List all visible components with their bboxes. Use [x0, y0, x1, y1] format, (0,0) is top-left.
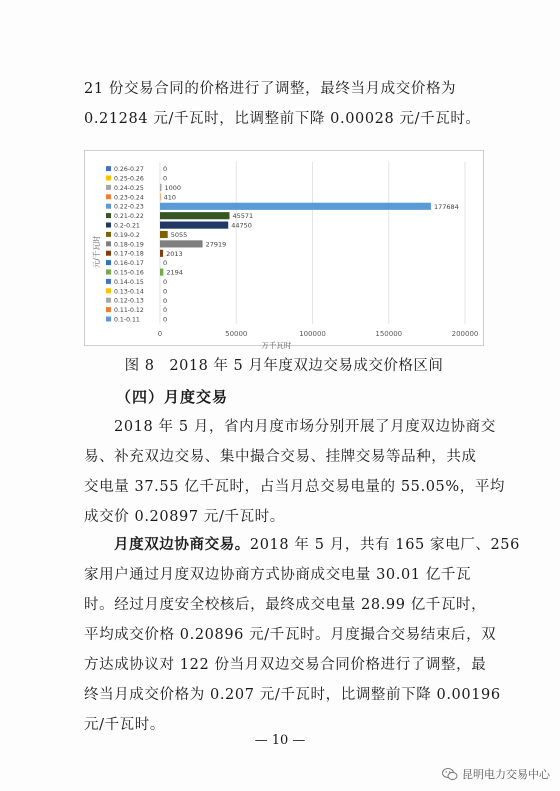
- intro-paragraph: [84, 74, 484, 134]
- text-line: 交电量 37.55 亿千瓦时，占当月总交易电量的 55.05%，平均: [84, 479, 506, 495]
- legend-label: 0.1-0.11: [114, 316, 140, 324]
- price-range-chart: [84, 150, 484, 350]
- text-line: 元/千瓦时。: [84, 717, 165, 733]
- text-line: 21 份交易合同的价格进行了调整，最终当月成交价格为: [84, 81, 457, 97]
- x-axis-title: 万千瓦时: [261, 340, 292, 350]
- text-line: [84, 530, 520, 560]
- legend-label: 0.21-0.22: [114, 213, 144, 221]
- page-number: — 10 —: [254, 733, 306, 748]
- x-tick-label: 150000: [375, 329, 403, 338]
- legend-label: 0.18-0.19: [114, 241, 144, 249]
- legend-swatch: [106, 307, 111, 312]
- text-line: 平均成交价格 0.20896 元/千瓦时。月度撮合交易结束后，双: [84, 627, 497, 643]
- figure-caption: 图 8 2018 年 5 月年度双边交易成交价格区间: [124, 358, 444, 374]
- legend-swatch: [106, 176, 111, 181]
- legend-swatch: [106, 232, 111, 237]
- legend-label: 0.16-0.17: [114, 260, 144, 268]
- data-label: 0: [163, 174, 168, 183]
- data-label: 44750: [231, 221, 252, 230]
- data-label: 0: [163, 287, 168, 296]
- watermark: [442, 766, 550, 782]
- legend-swatch: [106, 223, 111, 228]
- data-label: 0: [163, 296, 168, 305]
- bar: [160, 203, 431, 210]
- legend-label: 0.14-0.15: [114, 278, 144, 286]
- legend-label: 0.24-0.25: [114, 184, 144, 192]
- legend-swatch: [106, 241, 111, 246]
- bar: [160, 184, 162, 191]
- text-line: 2018 年 5 月，省内月度市场分别开展了月度双边协商交: [114, 419, 496, 435]
- legend-label: 0.25-0.26: [114, 175, 144, 183]
- legend-label: 0.11-0.12: [114, 307, 144, 315]
- text-line: 家用户通过月度双边协商方式协商成交电量 30.01 亿千瓦: [84, 567, 472, 583]
- legend-swatch: [106, 251, 111, 256]
- text-line: 终当月成交价格为 0.207 元/千瓦时，比调整前下降 0.00196: [84, 687, 501, 703]
- data-label: 177684: [433, 202, 459, 211]
- data-label: 0: [163, 259, 168, 268]
- text-run: 2018 年 5 月，共有 165 家电厂、256: [249, 537, 520, 553]
- y-axis-title: 元/千瓦时: [92, 235, 101, 269]
- data-label: 0: [163, 278, 168, 286]
- legend-label: 0.23-0.24: [114, 194, 144, 202]
- bar-chart-svg: [85, 151, 483, 350]
- legend-swatch: [106, 288, 111, 293]
- watermark-text: 昆明电力交易中心: [462, 768, 550, 781]
- data-label: 27919: [205, 240, 227, 249]
- text-line: 成交价 0.20897 元/千瓦时。: [84, 509, 285, 525]
- data-label: 2194: [166, 268, 183, 277]
- legend-label: 0.26-0.27: [114, 166, 144, 174]
- bilateral-trading-paragraph: [84, 530, 520, 740]
- legend-label: 0.19-0.2: [114, 231, 140, 239]
- bar: [160, 222, 228, 229]
- legend-swatch: [106, 279, 111, 284]
- data-label: 0: [163, 315, 168, 324]
- x-tick-label: 200000: [451, 329, 479, 338]
- data-label: 410: [163, 193, 177, 202]
- legend-label: 0.17-0.18: [114, 250, 144, 258]
- bar: [160, 193, 161, 200]
- legend-label: 0.13-0.14: [114, 288, 144, 296]
- legend-swatch: [106, 260, 111, 265]
- data-label: 0: [163, 306, 168, 315]
- x-tick-label: 50000: [225, 329, 248, 338]
- legend-swatch: [106, 166, 111, 171]
- text-line: 时。经过月度安全校核后，最终成交电量 28.99 亿千瓦时，: [84, 597, 487, 613]
- bar: [160, 250, 163, 257]
- monthly-trading-paragraph: [84, 412, 506, 532]
- text-line: 0.21284 元/千瓦时，比调整前下降 0.00028 元/千瓦时。: [84, 111, 481, 127]
- legend-label: 0.15-0.16: [114, 269, 144, 277]
- legend-swatch: [106, 317, 111, 322]
- bar: [160, 212, 229, 219]
- section-heading: （四）月度交易: [116, 388, 229, 406]
- bar: [160, 240, 203, 247]
- legend-label: 0.2-0.21: [114, 222, 140, 230]
- bar: [160, 269, 163, 276]
- x-tick-label: 0: [157, 329, 163, 338]
- data-label: 2013: [166, 249, 183, 258]
- wechat-icon: [442, 768, 458, 781]
- x-tick-label: 100000: [299, 329, 326, 338]
- legend-swatch: [106, 298, 111, 303]
- data-label: 5055: [170, 231, 188, 239]
- text-line: 易、补充双边交易、集中撮合交易、挂牌交易等品种，共成: [84, 449, 477, 465]
- bold-lead: 月度双边协商交易。: [114, 537, 250, 553]
- data-label: 45571: [232, 212, 254, 221]
- legend-label: 0.12-0.13: [114, 297, 144, 305]
- data-label: 0: [163, 165, 168, 174]
- legend-swatch: [106, 213, 111, 218]
- legend-label: 0.22-0.23: [114, 203, 144, 211]
- legend-swatch: [106, 270, 111, 275]
- legend-swatch: [106, 194, 111, 199]
- legend-swatch: [106, 204, 111, 209]
- data-label: 1000: [164, 184, 182, 192]
- bar: [160, 231, 168, 238]
- text-line: 方达成协议对 122 份当月双边交易合同价格进行了调整，最: [84, 657, 487, 673]
- legend-swatch: [106, 185, 111, 190]
